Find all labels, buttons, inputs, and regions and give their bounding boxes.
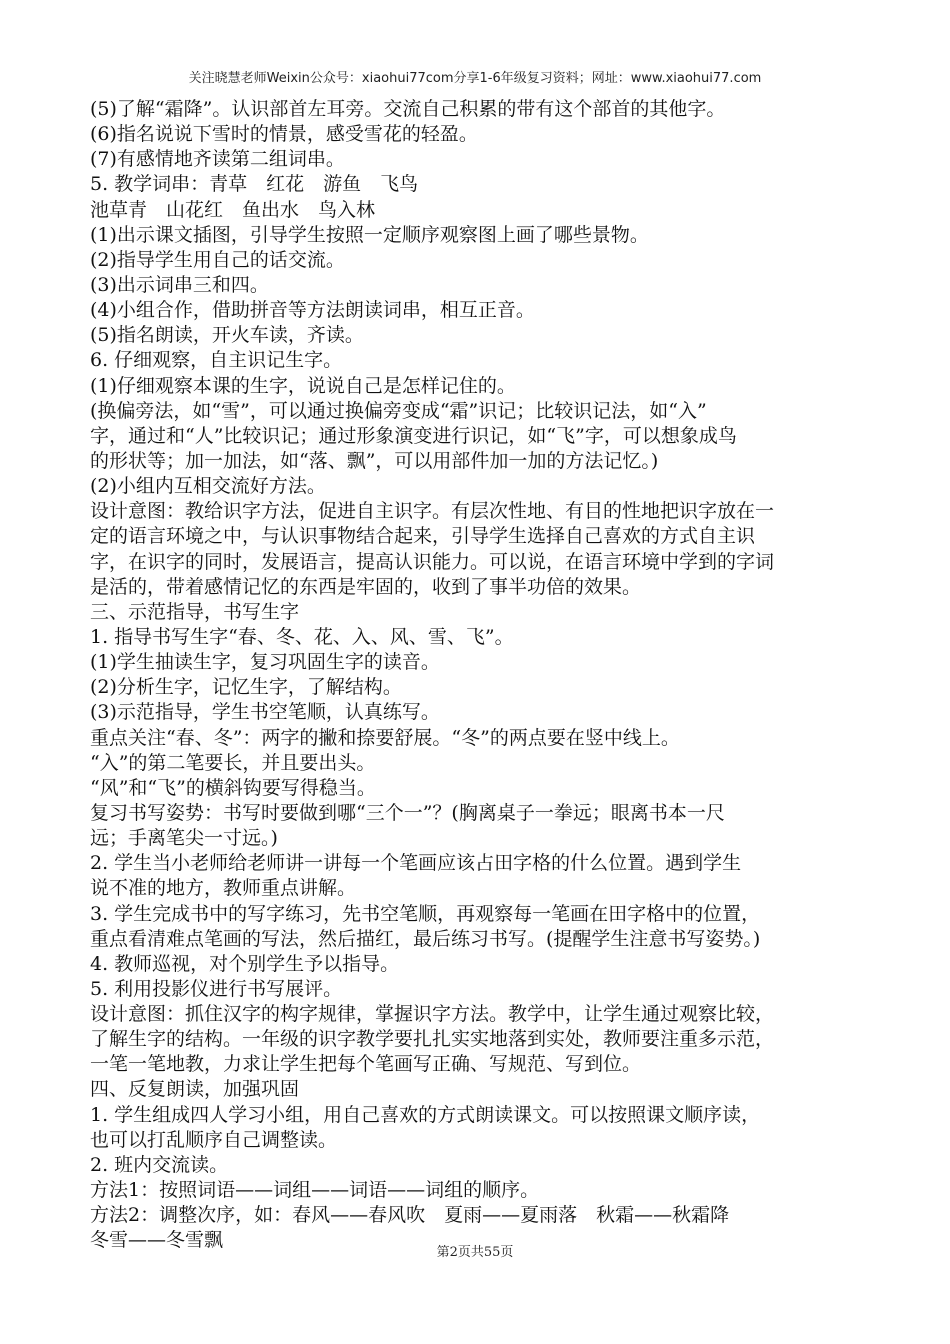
- text-line: 说不准的地方，教师重点讲解。: [90, 877, 357, 900]
- text-line: 设计意图：教给识字方法，促进自主识字。有层次性地、有目的性地把识字放在一: [90, 500, 775, 523]
- text-line: 冬雪——冬雪飘: [90, 1229, 224, 1252]
- text-line: 重点看清难点笔画的写法，然后描红，最后练习书写。(提醒学生注意书写姿势。): [90, 927, 761, 950]
- text-line: 字，通过和“人”比较识记；通过形象演变进行识记，如“飞”字，可以想象成鸟: [90, 424, 737, 447]
- text-line: 也可以打乱顺序自己调整读。: [90, 1128, 338, 1151]
- text-line: (6)指名说说下雪时的情景，感受雪花的轻盈。: [90, 123, 478, 146]
- text-line: 4. 教师巡视，对个别学生予以指导。: [90, 952, 400, 975]
- text-line: 方法1：按照词语——词组——词语——词组的顺序。: [90, 1179, 540, 1202]
- text-line: 设计意图：抓住汉字的构字规律，掌握识字方法。教学中，让学生通过观察比较，: [90, 1003, 775, 1026]
- text-line: (2)指导学生用自己的话交流。: [90, 248, 345, 271]
- text-line: (5)指名朗读，开火车读，齐读。: [90, 324, 364, 347]
- text-line: (1)出示课文插图，引导学生按照一定顺序观察图上画了哪些景物。: [90, 223, 649, 246]
- text-line: (2)分析生字，记忆生字，了解结构。: [90, 676, 402, 699]
- text-line: 1. 指导书写生字“春、冬、花、入、风、雪、飞”。: [90, 625, 514, 648]
- text-line: 5. 教学词串：青草 红花 游鱼 飞鸟: [90, 173, 419, 196]
- text-line: (换偏旁法，如“雪”，可以通过换偏旁变成“霜”识记；比较识记法，如“入”: [90, 399, 707, 422]
- text-line: (2)小组内互相交流好方法。: [90, 475, 326, 498]
- text-line: 重点关注“春、冬”：两字的撇和捺要舒展。“冬”的两点要在竖中线上。: [90, 726, 680, 749]
- section-heading: 三、示范指导，书写生字: [90, 600, 300, 623]
- text-line: (7)有感情地齐读第二组词串。: [90, 148, 345, 171]
- text-line: (5)了解“霜降”。认识部首左耳旁。交流自己积累的带有这个部首的其他字。: [90, 98, 726, 120]
- text-line: “风”和“飞”的横斜钩要写得稳当。: [90, 776, 376, 799]
- text-line: 复习书写姿势：书写时要做到哪“三个一”？(胸离桌子一拳远；眼离书本一尺: [90, 801, 725, 824]
- text-line: 1. 学生组成四人学习小组，用自己喜欢的方式朗读课文。可以按照课文顺序读，: [90, 1103, 761, 1126]
- page-header: 关注晓慧老师Weixin公众号：xiaohui77com分享1-6年级复习资料；网址：www.xiaohui77.com: [188, 71, 762, 86]
- text-line: (4)小组合作，借助拼音等方法朗读词串，相互正音。: [90, 299, 535, 322]
- text-line: 3. 学生完成书中的写字练习，先书空笔顺，再观察每一笔画在田字格中的位置，: [90, 902, 761, 925]
- text-line: (3)出示词串三和四。: [90, 273, 269, 296]
- text-line: 6. 仔细观察，自主识记生字。: [90, 349, 343, 372]
- text-line: 了解生字的结构。一年级的识字教学要扎扎实实地落到实处，教师要注重多示范，: [90, 1028, 775, 1051]
- text-line: 一笔一笔地教，力求让学生把每个笔画写正确、写规范、写到位。: [90, 1053, 642, 1076]
- text-line: 2. 学生当小老师给老师讲一讲每一个笔画应该占田字格的什么位置。遇到学生: [90, 852, 742, 875]
- text-line: “入”的第二笔要长，并且要出头。: [90, 751, 376, 774]
- text-line: 池草青 山花红 鱼出水 鸟入林: [90, 198, 376, 221]
- text-line: 的形状等；加一加法，如“落、飘”，可以用部件加一加的方法记忆。): [90, 449, 659, 472]
- text-line: 是活的，带着感情记忆的东西是牢固的，收到了事半功倍的效果。: [90, 575, 642, 598]
- text-line: 定的语言环境之中，与认识事物结合起来，引导学生选择自己喜欢的方式自主识: [90, 525, 756, 548]
- section-heading: 四、反复朗读，加强巩固: [90, 1078, 300, 1101]
- text-line: 远；手离笔尖一寸远。): [90, 827, 278, 850]
- text-line: (3)示范指导，学生书空笔顺，认真练写。: [90, 701, 440, 724]
- text-line: (1)仔细观察本课的生字，说说自己是怎样记住的。: [90, 374, 516, 397]
- text-line: 2. 班内交流读。: [90, 1153, 229, 1176]
- text-line: 5. 利用投影仪进行书写展评。: [90, 977, 343, 1000]
- text-line: (1)学生抽读生字，复习巩固生字的读音。: [90, 651, 440, 674]
- page-number: 第2页共55页: [436, 1245, 514, 1260]
- text-line: 方法2：调整次序，如：春风——春风吹 夏雨——夏雨落 秋霜——秋霜降: [90, 1204, 730, 1227]
- document-body: [90, 97, 860, 1253]
- text-line: 字，在识字的同时，发展语言，提高认识能力。可以说，在语言环境中学到的字词: [90, 550, 775, 573]
